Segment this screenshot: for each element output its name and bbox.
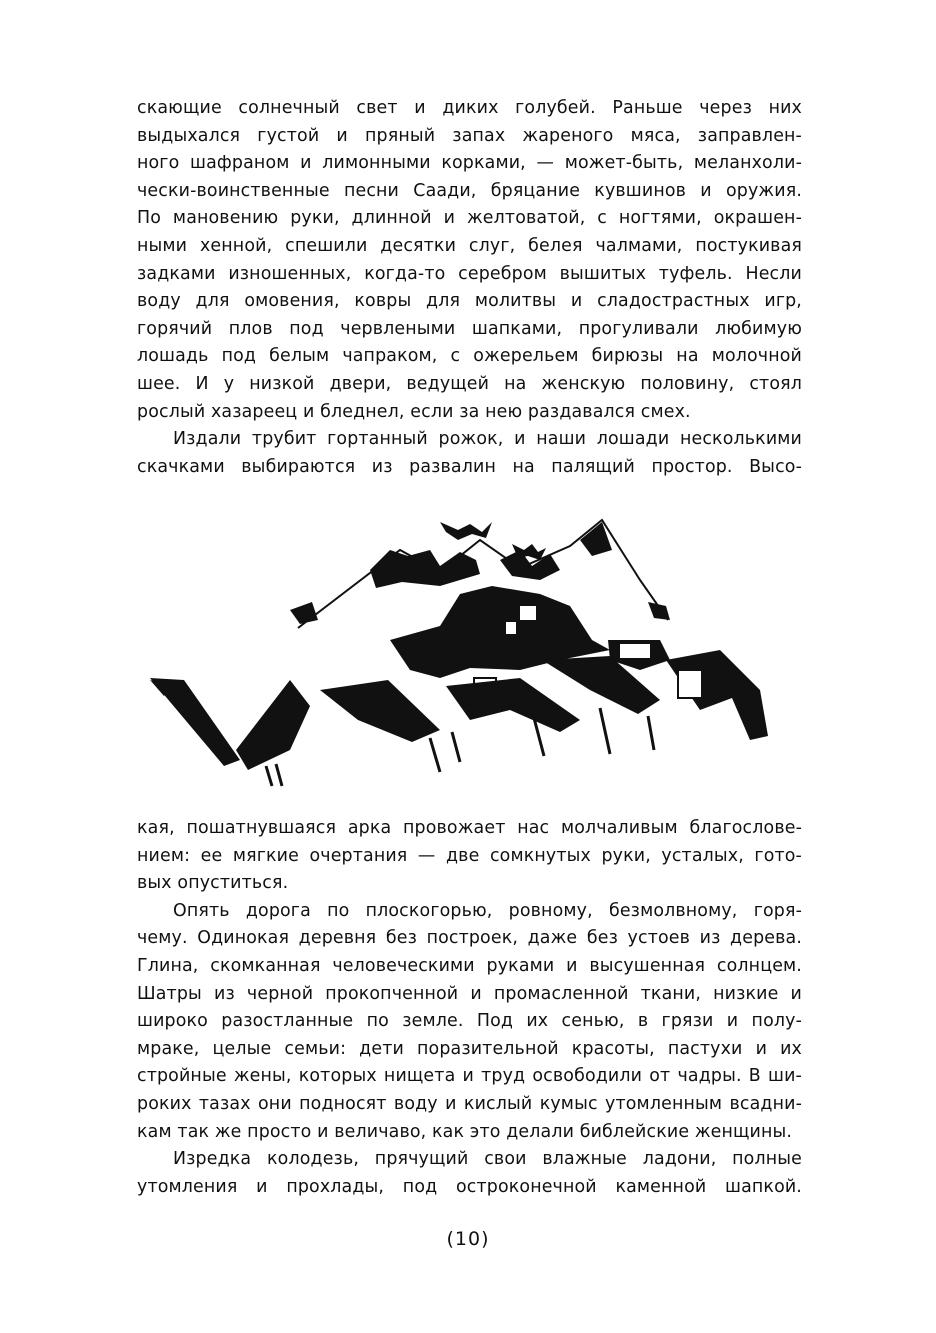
text-line: вых опуститься. <box>137 873 289 894</box>
text-line: широко разостланные по земле. Под их сенью, в грязи и полу- <box>137 1011 802 1032</box>
text-line: ного шафраном и лимонными корками, — может-быть, меланхоли- <box>137 153 802 174</box>
text-line: нием: ее мягкие очертания — две сомкнутых руки, усталых, гото- <box>137 845 802 866</box>
mountain-village-illustration <box>140 510 800 800</box>
text-line: Изредка колодезь, прячущий свои влажные ладони, полные <box>173 1149 802 1170</box>
text-line: утомления и прохлады, под остроконечной каменной шапкой. <box>137 1176 802 1197</box>
text-line: выдыхался густой и пряный запах жареного мяса, заправлен- <box>137 125 802 146</box>
text-line: чески-воинственные песни Саади, бряцание кувшинов и оружия. <box>137 180 802 201</box>
text-line: По мановению руки, длинной и желтоватой, с ногтями, окрашен- <box>137 208 802 229</box>
text-line: ными хенной, спешили десятки слуг, белея чалмами, постукивая <box>137 235 802 256</box>
text-line: Опять дорога по плоскогорью, ровному, безмолвному, горя- <box>173 900 802 921</box>
text-line: Глина, скомканная человеческими руками и высушенная солнцем. <box>137 955 802 976</box>
text-line: лошадь под белым чапраком, с ожерельем бирюзы на молочной <box>137 346 802 367</box>
text-line: Издали трубит гортанный рожок, и наши лошади несколькими <box>173 429 802 450</box>
text-block-bottom <box>137 815 802 1201</box>
text-line: кам так же просто и величаво, как это делали библейские женщины. <box>137 1121 793 1142</box>
text-line: рослый хазареец и бледнел, если за нею раздавался смех. <box>137 401 691 422</box>
text-line: чему. Одинокая деревня без построек, даже без устоев из дерева. <box>137 928 802 949</box>
text-line: кая, пошатнувшаяся арка провожает нас молчаливым благослове- <box>137 818 802 838</box>
text-line: скающие солнечный свет и диких голубей. Раньше через них <box>137 98 802 118</box>
text-line: скачками выбираются из развалин на палящий простор. Высо- <box>137 456 802 477</box>
text-line: Шатры из черной прокопченной и промасленной ткани, низкие и <box>137 983 802 1004</box>
text-line: задками изношенных, когда-то серебром вышитых туфель. Несли <box>137 263 802 284</box>
text-line: роких тазах они подносят воду и кислый кумыс утомленным всадни- <box>137 1093 802 1114</box>
text-line: горячий плов под червлеными шапками, прогуливали любимую <box>137 318 802 339</box>
text-line: воду для омовения, ковры для молитвы и сладострастных игр, <box>137 291 802 312</box>
text-block-top <box>137 95 802 481</box>
text-line: мраке, целые семьи: дети поразительной красоты, пастухи и их <box>137 1038 802 1059</box>
page-number: (10) <box>446 1228 490 1250</box>
text-line: стройные жены, которых нищета и труд освободили от чадры. В ши- <box>137 1066 802 1087</box>
text-line: шее. И у низкой двери, ведущей на женскую половину, стоял <box>137 373 802 394</box>
